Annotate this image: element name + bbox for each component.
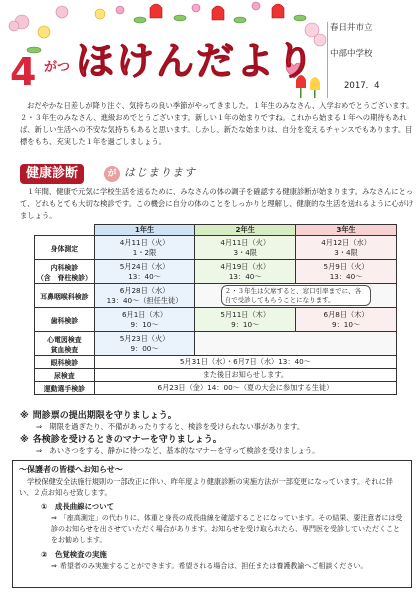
info-item-detail xyxy=(51,561,407,572)
info-box-title: ～保護者の皆様へお知らせ～ xyxy=(19,465,123,474)
info-item-detail-text: 「座高測定」の代わりに、体重と身長の成長曲線を確認することになっています。その結果、要注意者には受診のお知らせを出させていただく場合があります。お知らせを受け取られたら、専門医を受診していただくことをお勧めします。 xyxy=(51,514,403,544)
table-corner xyxy=(35,225,95,236)
notice-heading-text: 問診票の提出期限を守りましょう。 xyxy=(32,411,177,421)
note-box: ２・３年生は欠席すると、窓口引率までに、各自で受診してもらうことになります。 xyxy=(221,285,371,306)
kenshin-paragraph: １年間、健康で元気に学校生活を送るために、みなさんの体の調子を確認する健康診断が始まります。みなさんにとって、どれもとても大切な検診です。この機会に自分の体のことをしっかりと理解し、健康的な生活を送れるように心がけましょう。 xyxy=(20,187,414,220)
info-item-detail-text: 希望者のみ実施することができます。希望される場合は、担任または養護教諭へご相談ください。 xyxy=(59,562,368,570)
table-cell: 5月23日（火） 9：00～ xyxy=(94,332,195,356)
row-label: 尿検査 xyxy=(35,369,95,382)
row-label: 耳鼻咽喉科検診 xyxy=(35,284,95,308)
table-row xyxy=(35,236,397,260)
row-label: 歯科検診 xyxy=(35,308,95,332)
notice-mark: ※ xyxy=(20,411,29,421)
table-row xyxy=(35,284,397,308)
info-item-title: 色覚検査の実施 xyxy=(55,550,107,559)
column-header-grade3: 3年生 xyxy=(296,225,397,236)
table-row xyxy=(35,332,397,356)
table-cell: 5月24日（水） 13：40～ xyxy=(94,260,195,284)
info-item-number: ① xyxy=(41,502,48,511)
row-label: 眼科検診 xyxy=(35,356,95,369)
month-suffix: がつ xyxy=(44,60,71,75)
month-badge xyxy=(10,52,70,96)
table-cell: 5月11日（木） 9：10～ xyxy=(195,308,296,332)
info-item-heading xyxy=(41,549,107,560)
info-item-title: 成長曲線について xyxy=(55,502,114,511)
table-row xyxy=(35,308,397,332)
parent-info-box xyxy=(12,460,412,588)
table-cell: 4月11日（火） 1・2限 xyxy=(94,236,195,260)
arrow-icon: ⇒ xyxy=(51,514,57,522)
notice-heading xyxy=(20,410,415,422)
schedule-table xyxy=(34,224,397,395)
row-label: 内科検診 （含 脊柱検診） xyxy=(35,260,95,284)
table-row xyxy=(35,260,397,284)
notice-heading-text: 各検診を受けるときのマナーを守りましょう。 xyxy=(32,435,222,445)
notice-deadline xyxy=(20,410,415,432)
row-label: 身体測定 xyxy=(35,236,95,260)
table-cell: 6月8日（木） 9：10～ xyxy=(296,308,397,332)
page-header xyxy=(0,0,420,100)
table-cell: 6月1日（木） 9：10～ xyxy=(94,308,195,332)
table-cell: 4月11日（火） 3・4限 xyxy=(195,236,296,260)
header-meta xyxy=(330,22,416,92)
notice-mark: ※ xyxy=(20,435,29,445)
school-name: 中部中学校 xyxy=(330,49,373,59)
newsletter-title: ほけんだより xyxy=(76,39,317,83)
column-header-grade1: 1年生 xyxy=(94,225,195,236)
notice-manners xyxy=(20,434,415,456)
table-cell-empty xyxy=(195,332,397,356)
info-item-number: ② xyxy=(41,550,48,559)
row-label: 運動選手検診 xyxy=(35,382,95,395)
table-cell: 4月19日（水） 13：40～ xyxy=(195,260,296,284)
kenshin-ga-circle: が xyxy=(104,166,120,182)
notice-body: ⇒ 期限を過ぎたり、不備があったりすると、検診を受けられない事があります。 xyxy=(36,422,305,431)
table-row xyxy=(35,356,397,369)
table-cell: 6月28日（水） 13：40～（担任生徒） xyxy=(94,284,195,308)
intro-paragraph: おだやかな日差しが降り注ぐ、気持ちの良い季節がやってきました。１年生のみなさん、入学おめでとうございます。２・３年生のみなさん、進級おめでとうございます。新しい１年の始まりですね。これから始まる１年への期待もあれば、新しい生活への不安な気持ちもあると思います。しかし、新たな始まりは、自分を変えるチャンスでもあります。目標をもち、充実した１年を過ごしましょう。 xyxy=(20,101,414,146)
kenshin-heading-label: 健康診断 xyxy=(20,164,84,184)
arrow-icon: ⇒ xyxy=(51,562,57,570)
table-header-row xyxy=(35,225,397,236)
kenshin-subheading: はじまります xyxy=(124,166,196,179)
notice-heading xyxy=(20,434,415,446)
info-item-detail xyxy=(51,513,407,546)
issue-date: 2017．4 xyxy=(344,81,380,91)
info-item-heading xyxy=(41,501,114,512)
table-cell-span: また後日お知らせします。 xyxy=(94,369,396,382)
table-row xyxy=(35,382,397,395)
info-box-lead: 学校保健安全法施行規則の一部改正に伴い、昨年度より健康診断の実施方法が一部変更になっています。それに伴い、２点お知らせ致します。 xyxy=(19,477,393,497)
month-number: 4 xyxy=(10,50,37,94)
table-cell-span: 6月23日（金）14：00～（夏の大会に参加する生徒） xyxy=(94,382,396,395)
table-cell: 5月9日（火） 13：40～ xyxy=(296,260,397,284)
table-row xyxy=(35,369,397,382)
table-cell-note xyxy=(195,284,397,308)
notice-body: ⇒ あいさつをする、静かに待つなど、基本的なマナーを守って検診を受けましょう。 xyxy=(36,446,320,455)
row-label: 心電図検査 貧血検査 xyxy=(35,332,95,356)
table-cell-span: 5月31日（水）・6月7日（水）13：40～ xyxy=(94,356,396,369)
section-heading-kenshin xyxy=(20,162,280,186)
table-cell: 4月12日（水） 3・4限 xyxy=(296,236,397,260)
city-name: 春日井市立 xyxy=(330,23,373,33)
column-header-grade2: 2年生 xyxy=(195,225,296,236)
